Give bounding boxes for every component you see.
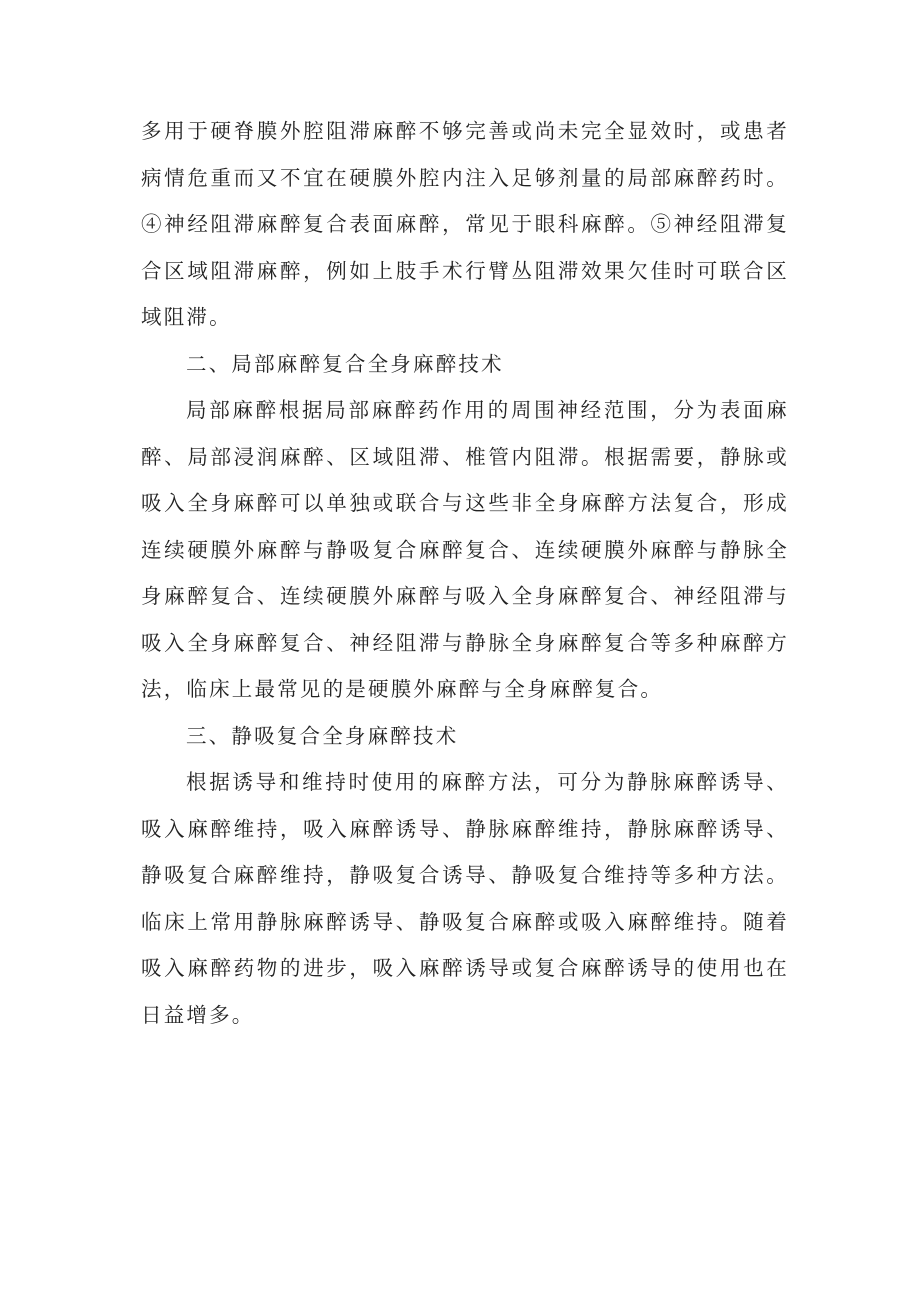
document-page	[141, 108, 789, 1038]
paragraph-combined-iv-inhalation: 根据诱导和维持时使用的麻醉方法，可分为静脉麻醉诱导、吸入麻醉维持，吸入麻醉诱导、静脉麻醉维持，静脉麻醉诱导、静吸复合麻醉维持，静吸复合诱导、静吸复合维持等多种方法。临床上常用静脉麻醉诱导、静吸复合麻醉或吸入麻醉维持。随着吸入麻醉药物的进步，吸入麻醉诱导或复合麻醉诱导的使用也在日益增多。	[141, 770, 789, 1027]
paragraph-local-general-anesthesia: 局部麻醉根据局部麻醉药作用的周围神经范围，分为表面麻醉、局部浸润麻醉、区域阻滞、椎管内阻滞。根据需要，静脉或吸入全身麻醉可以单独或联合与这些非全身麻醉方法复合，形成连续硬膜外麻醉与静吸复合麻醉复合、连续硬膜外麻醉与静脉全身麻醉复合、连续硬膜外麻醉与吸入全身麻醉复合、神经阻滞与吸入全身麻醉复合、神经阻滞与静脉全身麻醉复合等多种麻醉方法，临床上最常见的是硬膜外麻醉与全身麻醉复合。	[141, 398, 789, 701]
section-heading-combined-iv-inhalation: 三、静吸复合全身麻醉技术	[186, 723, 459, 748]
section-heading-local-general-anesthesia: 二、局部麻醉复合全身麻醉技术	[186, 351, 504, 376]
paragraph-continued: 多用于硬脊膜外腔阻滞麻醉不够完善或尚未完全显效时，或患者病情危重而又不宜在硬膜外腔内注入足够剂量的局部麻醉药时。④神经阻滞麻醉复合表面麻醉，常见于眼科麻醉。⑤神经阻滞复合区域阻滞麻醉，例如上肢手术行臂丛阻滞效果欠佳时可联合区域阻滞。	[141, 119, 789, 329]
